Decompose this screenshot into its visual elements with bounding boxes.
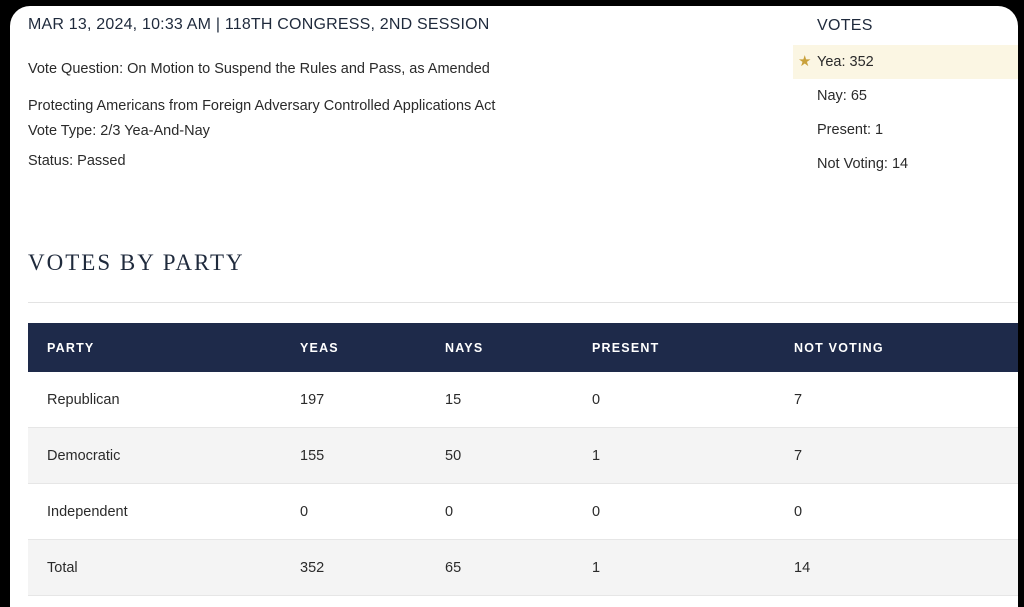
vote-yea — [793, 45, 1018, 79]
cell-not-voting: 0 — [775, 484, 1018, 540]
table-row — [28, 484, 1018, 540]
table-row-total — [28, 540, 1018, 596]
table-header-row — [28, 323, 1018, 372]
vote-not-voting — [793, 147, 1018, 181]
column-header-not-voting: NOT VOTING — [775, 323, 1018, 372]
cell-party: Independent — [28, 484, 281, 540]
cell-party: Total — [28, 540, 281, 596]
party-table — [28, 323, 1018, 596]
vote-status: Status: Passed — [28, 153, 126, 169]
vote-present-label: Present: 1 — [817, 122, 884, 138]
cell-yeas: 155 — [281, 428, 426, 484]
divider — [28, 302, 1018, 303]
cell-yeas: 0 — [281, 484, 426, 540]
cell-party: Democratic — [28, 428, 281, 484]
vote-nay-label: Nay: 65 — [817, 88, 867, 104]
votes-heading: VOTES — [817, 17, 873, 34]
column-header-nays: NAYS — [426, 323, 573, 372]
cell-present: 1 — [573, 428, 775, 484]
bill-title: Protecting Americans from Foreign Adversary Controlled Applications Act — [28, 98, 496, 114]
cell-not-voting: 14 — [775, 540, 1018, 596]
votes-panel — [793, 14, 1018, 181]
cell-present: 0 — [573, 372, 775, 428]
vote-question: Vote Question: On Motion to Suspend the Rules and Pass, as Amended — [28, 61, 490, 77]
star-icon: ★ — [798, 53, 812, 70]
column-header-yeas: YEAS — [281, 323, 426, 372]
vote-nay — [793, 79, 1018, 113]
vote-present — [793, 113, 1018, 147]
cell-nays: 65 — [426, 540, 573, 596]
table-row — [28, 428, 1018, 484]
cell-not-voting: 7 — [775, 372, 1018, 428]
cell-not-voting: 7 — [775, 428, 1018, 484]
cell-present: 1 — [573, 540, 775, 596]
cell-party: Republican — [28, 372, 281, 428]
section-title: VOTES BY PARTY — [28, 250, 245, 275]
column-header-party: PARTY — [28, 323, 281, 372]
vote-date-session: MAR 13, 2024, 10:33 AM | 118TH CONGRESS, 2ND SESSION — [28, 16, 490, 33]
cell-nays: 0 — [426, 484, 573, 540]
cell-yeas: 352 — [281, 540, 426, 596]
vote-type: Vote Type: 2/3 Yea-And-Nay — [28, 123, 210, 139]
cell-nays: 15 — [426, 372, 573, 428]
column-header-present: PRESENT — [573, 323, 775, 372]
table-row — [28, 372, 1018, 428]
vote-not-voting-label: Not Voting: 14 — [817, 156, 909, 172]
cell-present: 0 — [573, 484, 775, 540]
cell-nays: 50 — [426, 428, 573, 484]
vote-detail-card — [10, 6, 1018, 607]
cell-yeas: 197 — [281, 372, 426, 428]
vote-yea-label: Yea: 352 — [817, 54, 874, 70]
